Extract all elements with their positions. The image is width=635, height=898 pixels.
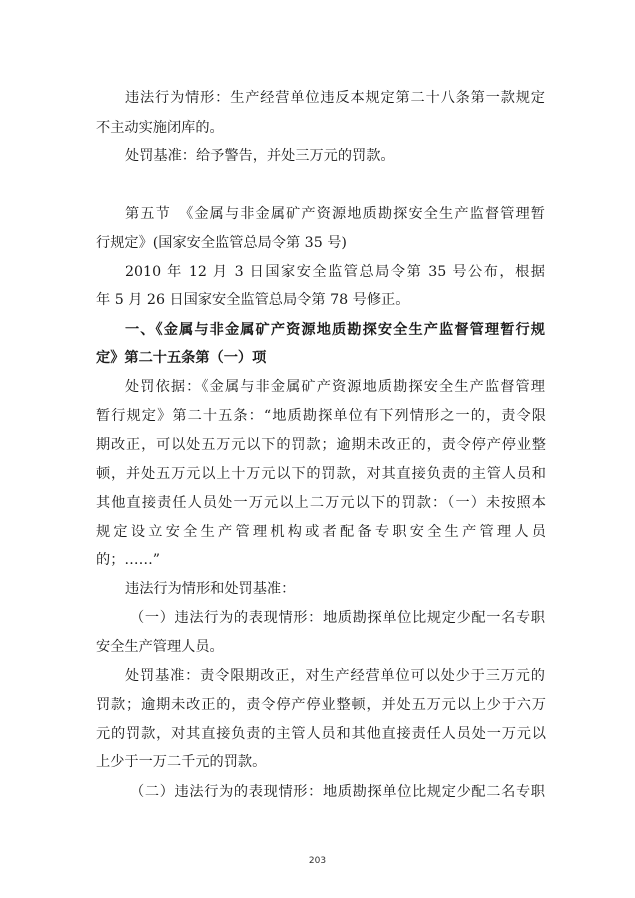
paragraph-line: 其他直接责任人员处一万元以上二万元以下的罚款：（一）未按照本 bbox=[96, 495, 546, 511]
paragraph-line: 罚款；逾期未改正的，责令停产停业整顿，并处五万元以上少于六万 bbox=[96, 697, 546, 713]
article-heading: 一、《金属与非金属矿产资源地质勘探安全生产监督管理暂行规 bbox=[125, 322, 545, 338]
paragraph-line: 年 5 月 26 日国家安全监管总局令第 78 号修正。 bbox=[96, 292, 410, 308]
page-number: 203 bbox=[308, 856, 327, 866]
paragraph-line: 处罚依据：《金属与非金属矿产资源地质勘探安全生产监督管理 bbox=[125, 379, 545, 395]
paragraph-line: 处罚基准：责令限期改正，对生产经营单位可以处少于三万元的 bbox=[125, 668, 545, 684]
paragraph-line: 上少于一万二千元的罚款。 bbox=[96, 754, 267, 770]
paragraph-line: 的；……” bbox=[96, 552, 161, 568]
paragraph-line: 顿，并处五万元以上十万元以下的罚款，对其直接负责的主管人员和 bbox=[96, 466, 546, 482]
paragraph-line: 处罚基准：给予警告，并处三万元的罚款。 bbox=[125, 148, 395, 164]
paragraph-line: 安全生产管理人员。 bbox=[96, 639, 224, 655]
paragraph-line: 元的罚款，对其直接负责的主管人员和其他直接责任人员处一万元以 bbox=[96, 726, 546, 742]
section-heading: 第五节 《金属与非金属矿产资源地质勘探安全生产监督管理暂 bbox=[125, 206, 545, 222]
paragraph-line: 规定设立安全生产管理机构或者配备专职安全生产管理人员 bbox=[96, 524, 546, 540]
paragraph-line: 暂行规定》第二十五条：“地质勘探单位有下列情形之一的，责令限 bbox=[96, 408, 546, 424]
article-heading: 定》第二十五条第（一）项 bbox=[96, 350, 267, 366]
paragraph-line: 2010 年 12 月 3 日国家安全监管总局令第 35 号公布，根据 bbox=[125, 264, 545, 280]
paragraph-line: 期改正，可以处五万元以下的罚款；逾期未改正的，责令停产停业整 bbox=[96, 437, 546, 453]
section-heading: 行规定》(国家安全监管总局令第 35 号) bbox=[96, 235, 347, 251]
paragraph-line: 违法行为情形和处罚基准： bbox=[125, 581, 296, 597]
paragraph-line: 不主动实施闭库的。 bbox=[96, 120, 224, 136]
paragraph-line: 违法行为情形：生产经营单位违反本规定第二十八条第一款规定 bbox=[125, 90, 545, 106]
paragraph-line: （二）违法行为的表现情形：地质勘探单位比规定少配二名专职 bbox=[130, 784, 545, 800]
paragraph-line: （一）违法行为的表现情形：地质勘探单位比规定少配一名专职 bbox=[130, 610, 545, 626]
